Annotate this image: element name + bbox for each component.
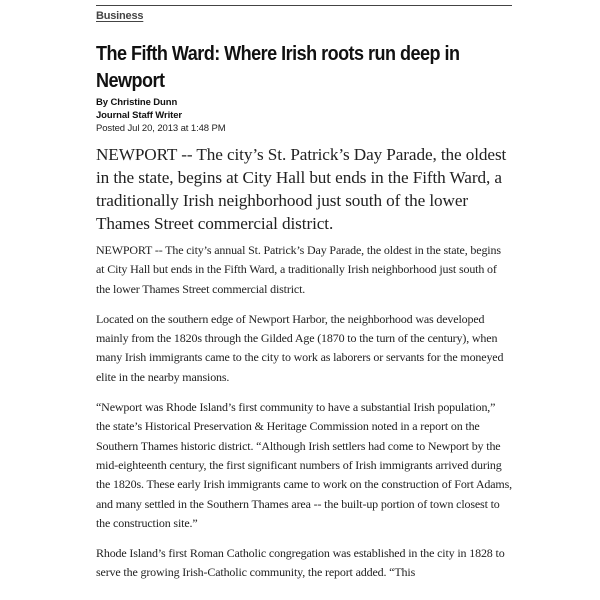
body-paragraph: NEWPORT -- The city’s annual St. Patrick’s Day Parade, the oldest in the state, begins at City Hall but ends in the Fifth Ward, a traditionally Irish neighborhood just south of the lower Thames Street commercial district.: [96, 243, 501, 296]
section-link-business[interactable]: Business: [96, 10, 144, 22]
posted-timestamp: Posted Jul 20, 2013 at 1:48 PM: [96, 123, 226, 134]
top-divider: [96, 5, 512, 6]
byline-author: By Christine Dunn: [96, 97, 178, 108]
body-paragraph: “Newport was Rhode Island’s first community to have a substantial Irish population,” the state’s Historical Preservation & Heritage Commission noted in a report on the Southern Thames historic district. “Although Irish settlers had come to Newport by the mid-eighteenth century, the first significant numbers of Irish immigrants arrived during the 1820s. These early Irish immigrants came to work on the construction of Fort Adams, and many settled in the Southern Thames area -- the built-up portion of town closest to the construction site.”: [96, 400, 512, 530]
byline-role: Journal Staff Writer: [96, 110, 182, 121]
body-paragraph: Located on the southern edge of Newport Harbor, the neighborhood was developed mainly from the 1820s through the Gilded Age (1870 to the turn of the century), when many Irish immigrants came to the city to work as laborers or servants for the moneyed elite in the nearby mansions.: [96, 311, 504, 384]
article-lede: NEWPORT -- The city’s St. Patrick’s Day Parade, the oldest in the state, begins at City Hall but ends in the Fifth Ward, a traditionally Irish neighborhood just south of the lower Thames Street commercial district.: [96, 145, 507, 233]
article-body: [96, 241, 512, 594]
body-paragraph: Rhode Island’s first Roman Catholic congregation was established in the city in 1828 to serve the growing Irish-Catholic community, the report added. “This: [96, 546, 505, 580]
article-headline: The Fifth Ward: Where Irish roots run deep in Newport: [96, 42, 460, 92]
